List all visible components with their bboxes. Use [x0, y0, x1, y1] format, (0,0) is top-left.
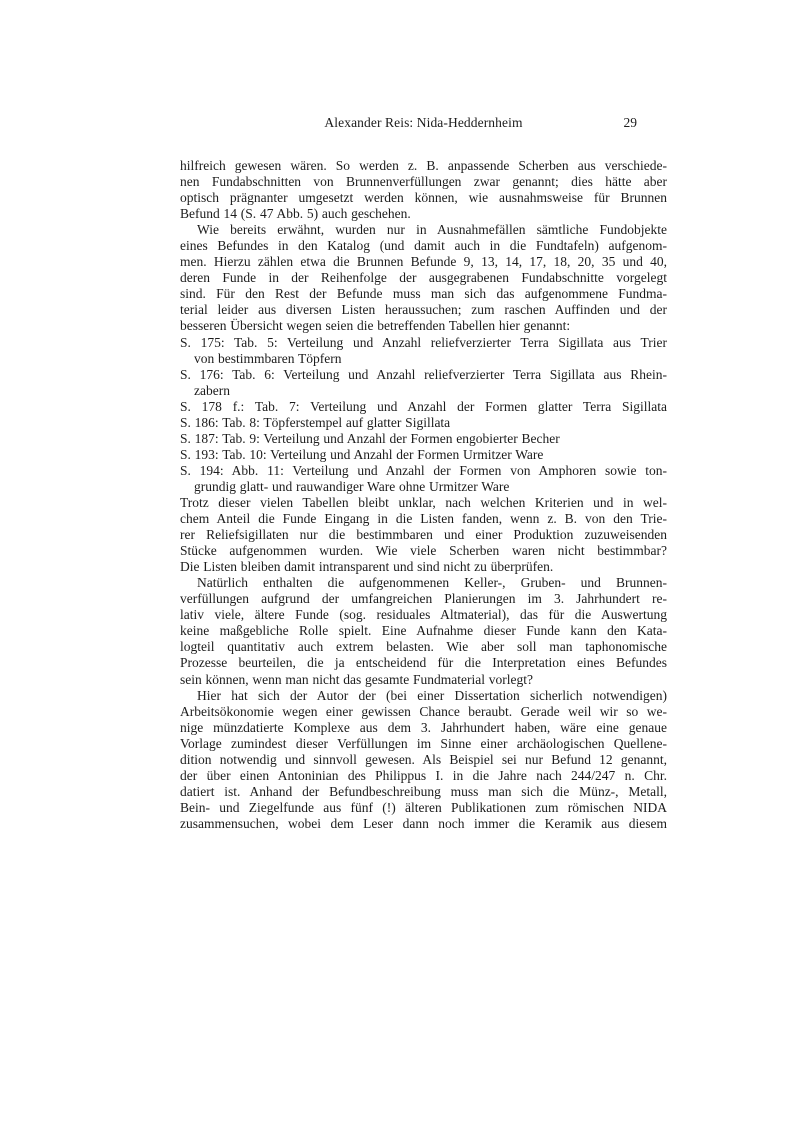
text-line: Arbeitsökonomie wegen einer gewissen Chance beraubt. Gerade weil wir so we-	[180, 703, 667, 719]
text-line: S. 175: Tab. 5: Verteilung und Anzahl reliefverzierter Terra Sigillata aus Trier	[180, 334, 667, 350]
text-line: zabern	[194, 382, 230, 398]
text-line: S. 194: Abb. 11: Verteilung und Anzahl der Formen von Amphoren sowie ton-	[180, 462, 667, 478]
text-line: datiert ist. Anhand der Befundbeschreibung muss man sich die Münz-, Metall,	[180, 783, 667, 799]
text-line: sein können, wenn man nicht das gesamte Fundmaterial vorlegt?	[180, 671, 533, 687]
text-line: keine maßgebliche Rolle spielt. Eine Aufnahme dieser Funde kann den Kata-	[180, 623, 667, 639]
text-line: verfüllungen aufgrund der umfangreichen Planierungen im 3. Jahrhundert re-	[180, 591, 667, 607]
page-number: 29	[623, 115, 637, 130]
text-line: eines Befundes in den Katalog (und damit auch in die Fundtafeln) aufgenom-	[180, 238, 667, 254]
text-line: lativ viele, ältere Funde (sog. residuales Altmaterial), das für die Auswertung	[180, 607, 667, 623]
text-line: chem Anteil die Funde Eingang in die Listen fanden, wenn z. B. von den Trie-	[180, 511, 667, 527]
text-line: Bein- und Ziegelfunde aus fünf (!) älteren Publikationen zum römischen NIDA	[180, 799, 667, 815]
text-line: Prozesse beurteilen, die ja entscheidend für die Interpretation eines Befundes	[180, 655, 667, 671]
text-line: Vorlage zumindest dieser Verfüllungen im Sinne einer archäologischen Quellene-	[180, 735, 667, 751]
text-line: dition notwendig und sinnvoll gewesen. Als Beispiel sei nur Befund 12 genannt,	[180, 751, 667, 767]
text-line: logteil quantitativ auch extrem belasten. Wie aber soll man taphonomische	[180, 639, 667, 655]
text-line: S. 187: Tab. 9: Verteilung und Anzahl der Formen engobierter Becher	[180, 430, 560, 446]
text-line: Hier hat sich der Autor der (bei einer Dissertation sicherlich notwendigen)	[197, 687, 667, 703]
text-line: sind. Für den Rest der Befunde muss man sich das aufgenommene Fundma-	[180, 286, 667, 302]
text-line: Trotz dieser vielen Tabellen bleibt unklar, nach welchen Kriterien und in wel-	[180, 494, 667, 510]
text-line: S. 186: Tab. 8: Töpferstempel auf glatter Sigillata	[180, 414, 451, 430]
text-line: hilfreich gewesen wären. So werden z. B. anpassende Scherben aus verschiede-	[180, 158, 667, 173]
text-line: grundig glatt- und rauwandiger Ware ohne Urmitzer Ware	[194, 478, 510, 494]
text-line: Befund 14 (S. 47 Abb. 5) auch geschehen.	[180, 206, 411, 222]
text-line: deren Funde in der Reihenfolge der ausgegrabenen Fundabschnitte vorgelegt	[180, 270, 667, 286]
text-line: Natürlich enthalten die aufgenommenen Keller-, Gruben- und Brunnen-	[197, 575, 667, 591]
text-line: Die Listen bleiben damit intransparent und sind nicht zu überprüfen.	[180, 559, 554, 575]
text-line: optisch prägnanter umgesetzt werden können, wie ausnahmsweise für Brunnen	[180, 190, 667, 206]
text-line: nen Fundabschnitten von Brunnenverfüllungen zwar genannt; dies hätte aber	[180, 174, 667, 190]
text-line: S. 176: Tab. 6: Verteilung und Anzahl reliefverzierter Terra Sigillata aus Rhein-	[180, 366, 667, 382]
page-header	[180, 114, 667, 132]
text-line: der über einen Antoninian des Philippus I. in die Jahre nach 244/247 n. Chr.	[180, 767, 667, 783]
text-line: men. Hierzu zählen etwa die Brunnen Befunde 9, 13, 14, 17, 18, 20, 35 und 40,	[180, 254, 667, 270]
text-line: S. 178 f.: Tab. 7: Verteilung und Anzahl der Formen glatter Terra Sigillata	[180, 398, 667, 414]
text-line: besseren Übersicht wegen seien die betreffenden Tabellen hier genannt:	[180, 318, 571, 334]
text-line: Wie bereits erwähnt, wurden nur in Ausnahmefällen sämtliche Fundobjekte	[197, 222, 667, 238]
text-block	[180, 158, 667, 832]
text-line: rer Reliefsigillaten nur die bestimmbaren und einer Produktion zuzuweisenden	[180, 527, 667, 543]
text-line: Stücke aufgenommen wurden. Wie viele Scherben waren nicht bestimmbar?	[180, 543, 667, 559]
text-line: S. 193: Tab. 10: Verteilung und Anzahl der Formen Urmitzer Ware	[180, 446, 544, 462]
text-line: nige münzdatierte Komplexe aus dem 3. Jahrhundert haben, wäre eine genaue	[180, 719, 667, 735]
text-line: von bestimmbaren Töpfern	[194, 350, 342, 366]
running-head-title: Alexander Reis: Nida-Heddernheim	[324, 115, 523, 130]
text-line: terial leider aus diversen Listen heraussuchen; zum raschen Auffinden und der	[180, 302, 667, 318]
text-line: zusammensuchen, wobei dem Leser dann noch immer die Keramik aus diesem	[180, 815, 667, 831]
